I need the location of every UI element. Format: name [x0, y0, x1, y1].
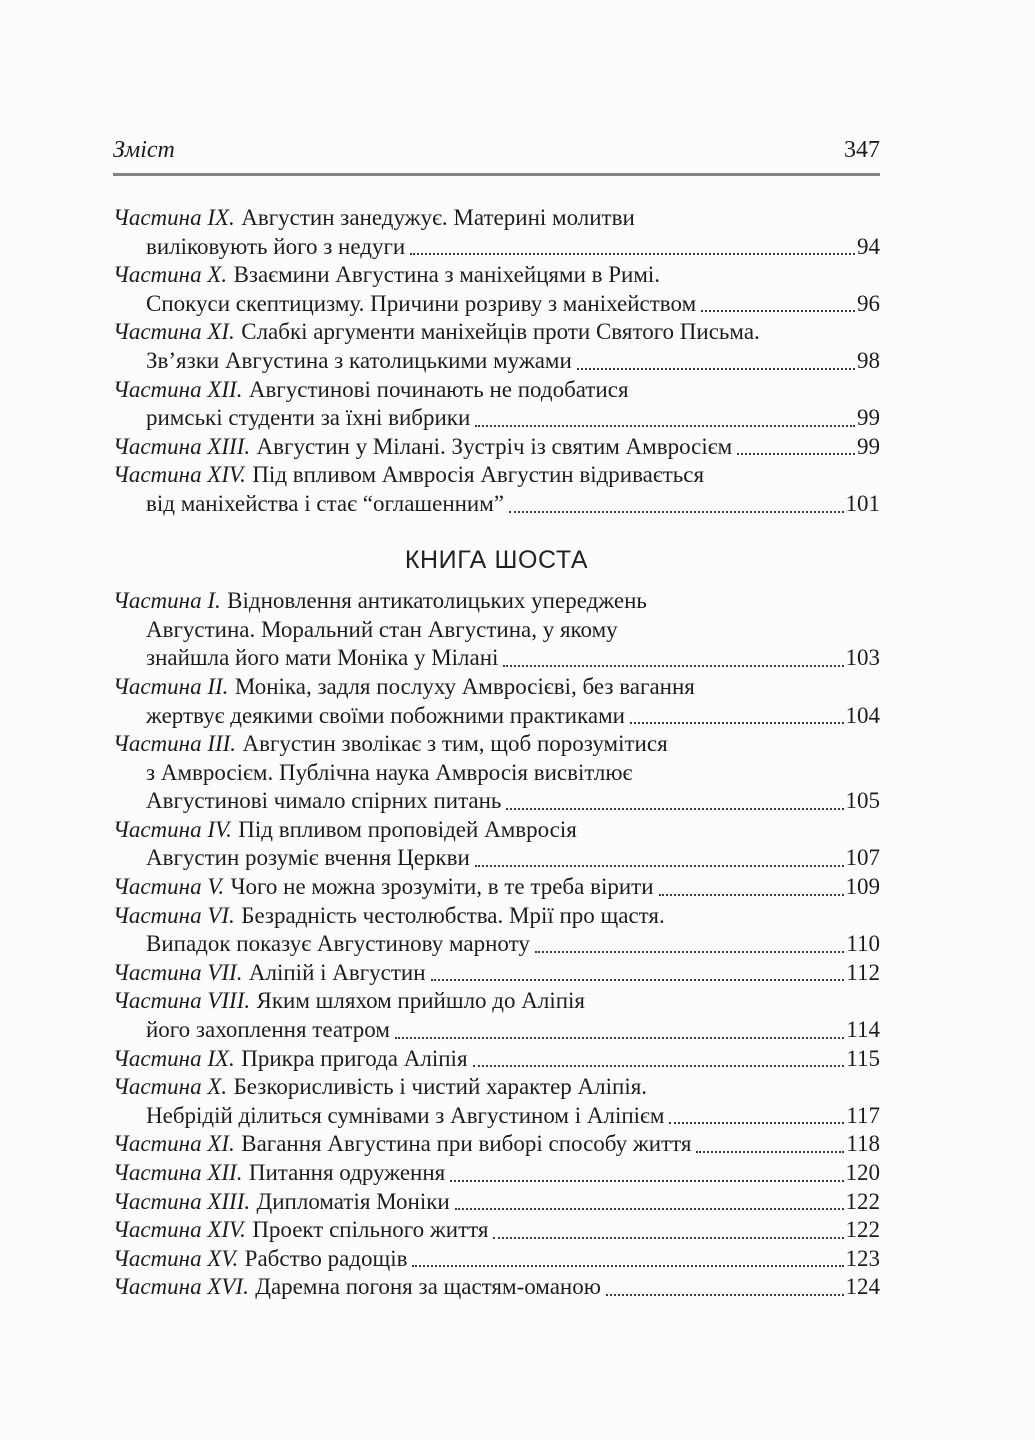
entry-first-line: [113, 461, 880, 490]
part-label: Частина V.: [113, 874, 225, 900]
dot-leader: [407, 1245, 845, 1274]
entry-first-line: [113, 673, 880, 702]
entry-page-number: 98: [857, 347, 880, 373]
entry-page-number: 118: [846, 1131, 880, 1157]
entry-continuation-line: [113, 759, 880, 788]
entry-continuation-line: [113, 490, 880, 519]
dot-leader: [488, 1216, 845, 1245]
entry-title-text: Під впливом проповідей Амвросія: [238, 816, 577, 842]
entry-page-number: 114: [846, 1017, 880, 1043]
entry-first-line: [113, 587, 880, 616]
entry-title-text: Чого не можна зрозуміти, в те треба вірити: [230, 874, 654, 900]
toc-entry: [113, 1216, 880, 1245]
entry-title-text: Взаємини Августина з маніхейцями в Римі.: [233, 262, 661, 288]
part-label: Частина XIV.: [113, 462, 246, 488]
entry-title-text: Під впливом Амвросія Августин відривається: [252, 462, 705, 488]
entry-title-text: Спокуси скептицизму. Причини розриву з маніхейством: [146, 290, 697, 316]
part-label: Частина XIII.: [113, 1188, 251, 1214]
entry-first-line: [113, 433, 880, 462]
entry-page-number: 105: [845, 788, 880, 814]
entry-first-line: [113, 730, 880, 759]
dot-leader: [601, 1273, 846, 1302]
page-header: [113, 136, 880, 176]
dot-leader: [732, 433, 857, 462]
dot-leader: [504, 490, 845, 519]
toc-entry: [113, 1130, 880, 1159]
entry-title-text: Вагання Августина при виборі способу життя: [241, 1131, 692, 1157]
part-label: Частина XV.: [113, 1245, 239, 1271]
entry-first-line: [113, 1216, 880, 1245]
entry-first-line: [113, 376, 880, 405]
entry-title-text: римські студенти за їхні вибрики: [146, 405, 471, 431]
entry-first-line: [113, 987, 880, 1016]
dot-leader: [572, 347, 857, 376]
entry-page-number: 112: [846, 959, 880, 985]
entry-first-line: [113, 204, 880, 233]
part-label: Частина I.: [113, 588, 221, 614]
toc-entry: [113, 376, 880, 433]
entry-title-text: виліковують його з недуги: [146, 233, 406, 259]
entry-page-number: 96: [857, 290, 880, 316]
entry-page-number: 104: [845, 702, 880, 728]
entry-title-text: жертвує деякими своїми побожними практиками: [146, 702, 625, 728]
entry-page-number: 117: [846, 1102, 880, 1128]
entry-first-line: [113, 1073, 880, 1102]
entry-page-number: 94: [857, 233, 880, 259]
entry-first-line: [113, 1045, 880, 1074]
dot-leader: [625, 702, 846, 731]
dot-leader: [530, 930, 847, 959]
table-of-contents: [113, 204, 880, 1302]
dot-leader: [405, 233, 857, 262]
dot-leader: [470, 404, 857, 433]
entry-title-text: знайшла його мати Моніка у Мілані: [146, 645, 499, 671]
toc-entry: [113, 673, 880, 730]
entry-first-line: [113, 902, 880, 931]
toc-entry: [113, 204, 880, 261]
entry-continuation-line: [113, 702, 880, 731]
part-label: Частина XII.: [113, 376, 243, 402]
dot-leader: [501, 787, 845, 816]
dot-leader: [426, 959, 847, 988]
entry-title-text: Августин занедужує. Материні молитви: [241, 205, 635, 230]
entry-first-line: [113, 873, 880, 902]
part-label: Частина XI.: [113, 1131, 235, 1157]
entry-continuation-line: [113, 644, 880, 673]
part-label: Частина III.: [113, 731, 237, 757]
entry-title-text: Безрадність честолюбства. Мрії про щастя.: [241, 902, 665, 928]
entry-title-text: від маніхейства і стає “оглашенним”: [146, 490, 505, 516]
entry-page-number: 124: [845, 1274, 880, 1300]
entry-title-text: Августинові починають не подобатися: [248, 376, 629, 402]
entry-title-text: Дипломатія Моніки: [256, 1188, 450, 1214]
toc-entry: [113, 730, 880, 816]
dot-leader: [390, 1016, 846, 1045]
entry-page-number: 109: [845, 874, 880, 900]
part-label: Частина VIII.: [113, 988, 251, 1014]
entry-page-number: 99: [857, 405, 880, 431]
part-label: Частина XIII.: [113, 433, 251, 459]
dot-leader: [445, 1159, 845, 1188]
entry-first-line: [113, 261, 880, 290]
entry-title-text: Августин зволікає з тим, щоб порозумітися: [242, 731, 668, 757]
entry-title-text: Небрідій ділиться сумнівами з Августином і Аліпієм: [146, 1102, 665, 1128]
page-number: 347: [844, 137, 880, 163]
entry-title-text: з Амвросієм. Публічна наука Амвросія висвітлює: [146, 759, 633, 785]
entry-title-text: Відновлення антикатолицьких упереджень: [227, 588, 647, 614]
part-label: Частина XVI.: [113, 1274, 249, 1300]
entry-title-text: Рабство радощів: [244, 1245, 408, 1271]
entry-page-number: 101: [845, 490, 880, 516]
toc-entry: [113, 318, 880, 375]
entry-first-line: [113, 959, 880, 988]
dot-leader: [450, 1188, 846, 1217]
entry-first-line: [113, 1188, 880, 1217]
toc-entry: [113, 1073, 880, 1130]
entry-title-text: Питання одруження: [248, 1160, 446, 1185]
toc-entry: [113, 1245, 880, 1274]
entry-page-number: 122: [845, 1217, 880, 1243]
dot-leader: [654, 873, 846, 902]
entry-title-text: Августин у Мілані. Зустріч із святим Амвросієм: [256, 433, 733, 459]
entry-first-line: [113, 1130, 880, 1159]
entry-title-text: Проект спільного життя: [252, 1217, 489, 1243]
entry-first-line: [113, 1245, 880, 1274]
toc-entry: [113, 461, 880, 518]
entry-page-number: 123: [845, 1245, 880, 1271]
entry-continuation-line: [113, 844, 880, 873]
entry-continuation-line: [113, 930, 880, 959]
dot-leader: [470, 844, 846, 873]
toc-entry: [113, 816, 880, 873]
toc-entry: [113, 1188, 880, 1217]
entry-title-text: Даремна погоня за щастям-оманою: [255, 1274, 601, 1300]
toc-entry: [113, 902, 880, 959]
part-label: Частина X.: [113, 1074, 228, 1100]
part-label: Частина IX.: [113, 1045, 235, 1071]
entry-title-text: Августина. Моральний стан Августина, у якому: [146, 616, 618, 642]
dot-leader: [691, 1130, 846, 1159]
entry-title-text: Аліпій і Августин: [248, 959, 426, 985]
part-label: Частина VII.: [113, 959, 243, 985]
entry-title-text: Безкорисливість і чистий характер Аліпія.: [233, 1074, 648, 1100]
entry-title-text: його захоплення театром: [146, 1017, 390, 1043]
section-heading: КНИГА ШОСТА: [404, 545, 589, 574]
part-label: Частина II.: [113, 673, 229, 699]
part-label: Частина XII.: [113, 1160, 243, 1185]
toc-entry: [113, 987, 880, 1044]
toc-entry: [113, 1273, 880, 1302]
dot-leader: [664, 1102, 846, 1131]
toc-entry: [113, 587, 880, 673]
part-label: Частина XI.: [113, 319, 235, 345]
entry-title-text: Зв’язки Августина з католицькими мужами: [146, 347, 572, 373]
entry-title-text: Слабкі аргументи маніхейців проти Святого Письма.: [241, 319, 760, 345]
toc-entry: [113, 959, 880, 988]
toc-entry: [113, 1159, 880, 1188]
toc-entry: [113, 261, 880, 318]
entry-title-text: Прикра пригода Аліпія: [241, 1045, 468, 1071]
entry-first-line: [113, 1273, 880, 1302]
entry-title-text: Августинові чимало спірних питань: [146, 788, 502, 814]
part-label: Частина IV.: [113, 816, 232, 842]
entry-title-text: Випадок показує Августинову марноту: [146, 931, 530, 957]
dot-leader: [696, 290, 857, 319]
entry-page-number: 103: [845, 645, 880, 671]
toc-entry: [113, 1045, 880, 1074]
entry-title-text: Августин розуміє вчення Церкви: [146, 845, 470, 871]
entry-page-number: 122: [845, 1188, 880, 1214]
entry-continuation-line: [113, 404, 880, 433]
entry-page-number: 110: [846, 931, 880, 957]
entry-continuation-line: [113, 1102, 880, 1131]
entry-continuation-line: [113, 1016, 880, 1045]
entry-page-number: 115: [846, 1045, 880, 1071]
entry-continuation-line: [113, 616, 880, 645]
entry-title-text: Яким шляхом прийшло до Аліпія: [256, 988, 586, 1014]
entry-first-line: [113, 318, 880, 347]
part-label: Частина XIV.: [113, 1217, 246, 1243]
entry-continuation-line: [113, 233, 880, 262]
running-head-title: Зміст: [113, 137, 175, 163]
toc-entry: [113, 873, 880, 902]
part-label: Частина X.: [113, 262, 228, 288]
entry-page-number: 107: [845, 845, 880, 871]
entry-first-line: [113, 1159, 880, 1188]
entry-title-text: Моніка, задля послуху Амвросієві, без вагання: [234, 673, 695, 699]
part-label: Частина IX.: [113, 205, 235, 230]
entry-page-number: 99: [857, 433, 880, 459]
entry-first-line: [113, 816, 880, 845]
entry-continuation-line: [113, 290, 880, 319]
part-label: Частина VI.: [113, 902, 235, 928]
toc-entry: [113, 433, 880, 462]
entry-continuation-line: [113, 787, 880, 816]
dot-leader: [468, 1045, 847, 1074]
dot-leader: [498, 644, 845, 673]
entry-continuation-line: [113, 347, 880, 376]
entry-page-number: 120: [845, 1160, 880, 1185]
